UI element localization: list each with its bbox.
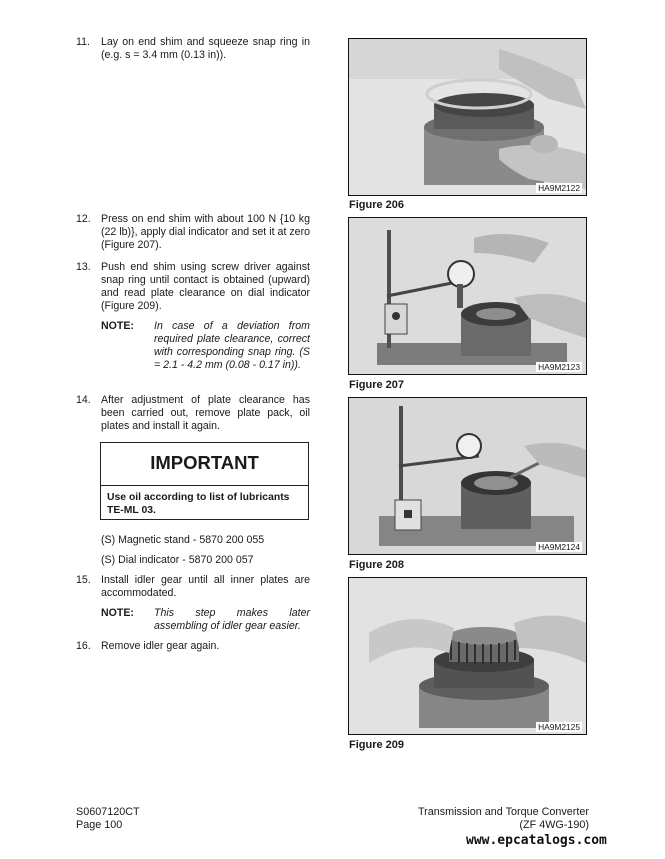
important-box bbox=[100, 442, 309, 520]
step-text: Press on end shim with about 100 N {10 kg (22 lb)}, apply dial indicator and set it at zero (Figure 207). bbox=[101, 213, 310, 251]
tool-magnetic-stand: (S) Magnetic stand - 5870 200 055 bbox=[101, 534, 265, 546]
step-text: Remove idler gear again. bbox=[101, 640, 220, 652]
note-text: In case of a deviation from required plate clearance, correct with corresponding snap ring. (S = 2.1 - 4.2 mm (0.08 - 0.17 in)). bbox=[154, 320, 310, 371]
figure-reference: HA9M2125 bbox=[538, 722, 580, 732]
footer-page-number: Page 100 bbox=[76, 819, 123, 831]
footer-title-line2: (ZF 4WG-190) bbox=[519, 819, 589, 831]
figure-reference: HA9M2123 bbox=[538, 362, 580, 372]
figure-209-caption: Figure 209 bbox=[349, 739, 405, 751]
footer-title-line1: Transmission and Torque Converter bbox=[417, 806, 589, 818]
tool-dial-indicator: (S) Dial indicator - 5870 200 057 bbox=[101, 554, 254, 566]
step-text: After adjustment of plate clearance has been carried out, remove plate pack, oil plates and install it again. bbox=[101, 394, 310, 432]
figure-207-photo bbox=[348, 217, 587, 375]
figure-206-photo bbox=[348, 38, 587, 196]
important-text: Use oil according to list of lubricants TE-ML 03. bbox=[107, 492, 290, 516]
step-number: 14. bbox=[76, 394, 91, 406]
step-text: Lay on end shim and squeeze snap ring in (e.g. s = 3.4 mm (0.13 in)). bbox=[101, 36, 310, 61]
watermark: www.epcatalogs.com bbox=[466, 833, 607, 848]
footer-doc-code: S0607120CT bbox=[76, 806, 140, 818]
note-text: This step makes later assembling of idler gear easier. bbox=[154, 607, 310, 632]
step-text: Install idler gear until all inner plates are accommodated. bbox=[101, 574, 310, 599]
important-title: IMPORTANT bbox=[101, 443, 308, 486]
step-number: 12. bbox=[76, 213, 91, 225]
figure-207-caption: Figure 207 bbox=[349, 379, 405, 391]
note-label: NOTE: bbox=[101, 320, 134, 332]
step-number: 13. bbox=[76, 261, 91, 273]
figure-209-photo bbox=[348, 577, 587, 735]
step-text: Push end shim using screw driver against snap ring until contact is obtained (upward) and read plate clearance on dial indicator (Figure 209). bbox=[101, 261, 310, 312]
figure-208-caption: Figure 208 bbox=[349, 559, 405, 571]
note-label: NOTE: bbox=[101, 607, 134, 619]
figure-206-caption: Figure 206 bbox=[349, 199, 405, 211]
figure-208-photo bbox=[348, 397, 587, 555]
figure-reference: HA9M2122 bbox=[538, 183, 580, 193]
step-number: 16. bbox=[76, 640, 91, 652]
step-number: 15. bbox=[76, 574, 91, 586]
step-number: 11. bbox=[76, 36, 90, 48]
figure-reference: HA9M2124 bbox=[538, 542, 580, 552]
